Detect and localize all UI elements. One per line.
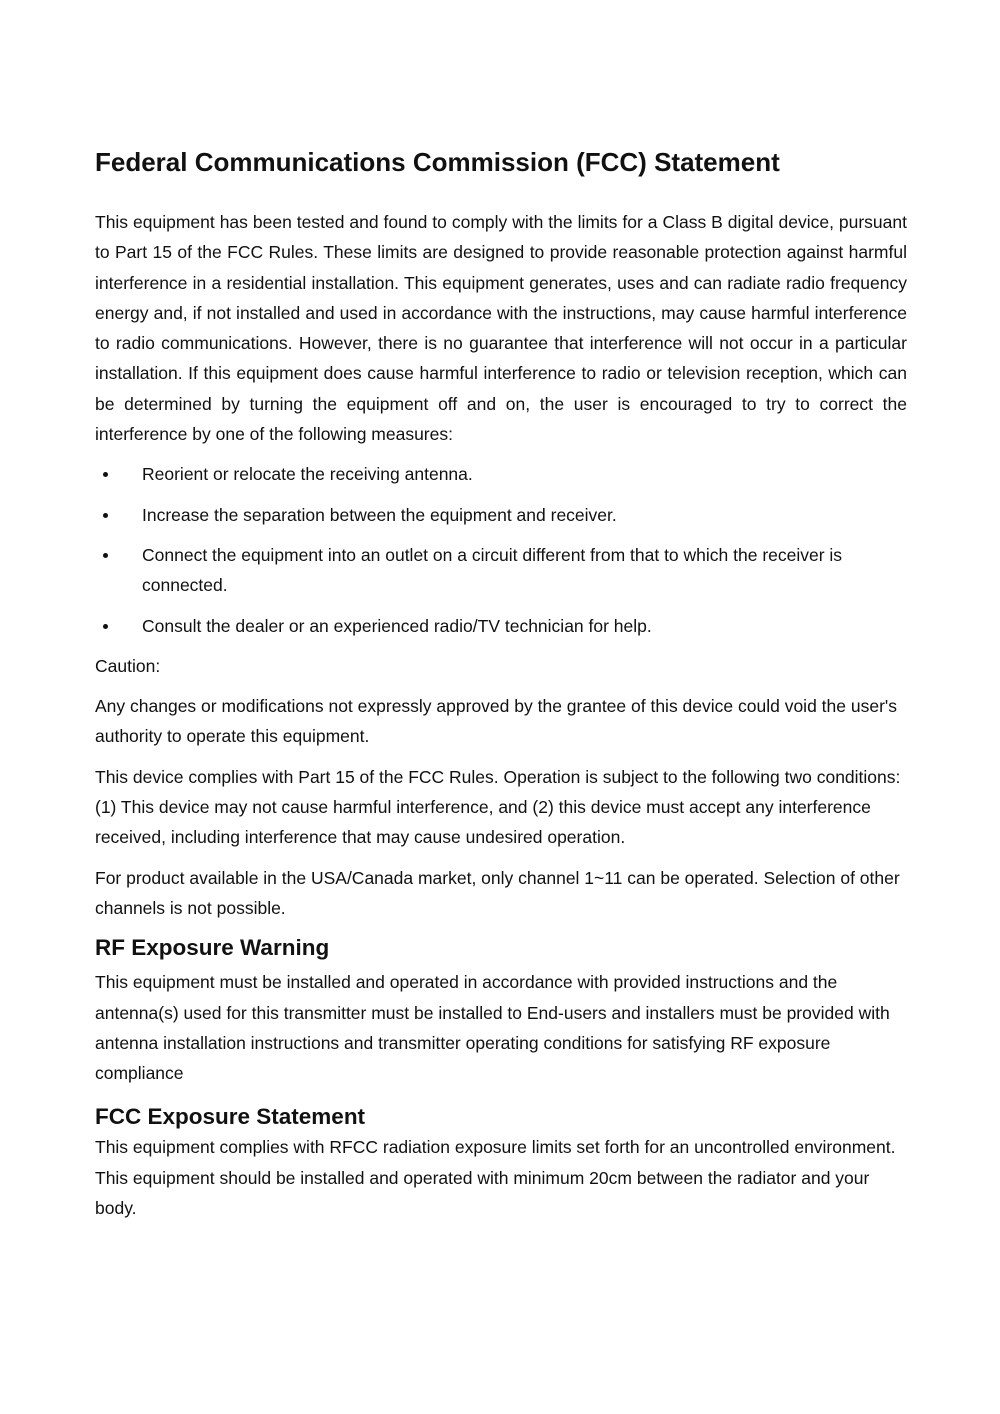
bullet-icon (103, 624, 108, 629)
list-item (95, 459, 907, 489)
channel-paragraph: For product available in the USA/Canada market, only channel 1~11 can be operated. Selection of other channels is not possible. (95, 867, 900, 918)
bullet-icon (103, 513, 108, 518)
fcc-exposure-heading: FCC Exposure Statement (95, 1104, 366, 1130)
intro-paragraph: This equipment has been tested and found to comply with the limits for a Class B digital device, pursuant to Part 15 of the FCC Rules. These limits are designed to provide reasonable protection against harmful interference in a residential installation. This equipment generates, uses and can radiate radio frequency energy and, if not installed and used in accordance with the instructions, may cause harmful interference to radio communications. However, there is no guarantee that interference will not occur in a particular installation. If this equipment does cause harmful interference to radio or television reception, which can be determined by turning the equipment off and on, the user is encouraged to try to correct the interference by one of the following measures: (95, 212, 907, 445)
caution-label: Caution: (95, 655, 161, 676)
list-item-text: Connect the equipment into an outlet on a circuit different from that to which the receiver is connected. (142, 544, 843, 596)
list-item-text: Consult the dealer or an experienced radio/TV technician for help. (142, 615, 652, 636)
document-page (95, 143, 907, 1223)
list-item (95, 611, 907, 641)
part15-paragraph: This device complies with Part 15 of the FCC Rules. Operation is subject to the following two conditions: (1) This device may not cause harmful interference, and (2) this device must accept any interference received, including interference that may cause undesired operation. (95, 766, 901, 848)
rf-exposure-heading: RF Exposure Warning (95, 935, 330, 961)
list-item-text: Reorient or relocate the receiving antenna. (142, 464, 473, 485)
list-item (95, 500, 907, 530)
page-title: Federal Communications Commission (FCC) Statement (95, 147, 780, 177)
measures-list (95, 459, 907, 640)
list-item-text: Increase the separation between the equipment and receiver. (142, 504, 617, 525)
bullet-icon (103, 553, 108, 558)
list-item (95, 540, 907, 601)
bullet-icon (103, 472, 108, 477)
fcc-exposure-paragraph: This equipment complies with RFCC radiation exposure limits set forth for an uncontrolled environment. This equipment should be installed and operated with minimum 20cm between the radiator and your body. (95, 1137, 896, 1219)
rf-exposure-paragraph: This equipment must be installed and operated in accordance with provided instructions and the antenna(s) used for this transmitter must be installed to End-users and installers must be provided with antenna installation instructions and transmitter operating conditions for satisfying RF exposure compliance (95, 972, 890, 1084)
caution-paragraph: Any changes or modifications not expressly approved by the grantee of this device could void the user's authority to operate this equipment. (95, 696, 897, 747)
